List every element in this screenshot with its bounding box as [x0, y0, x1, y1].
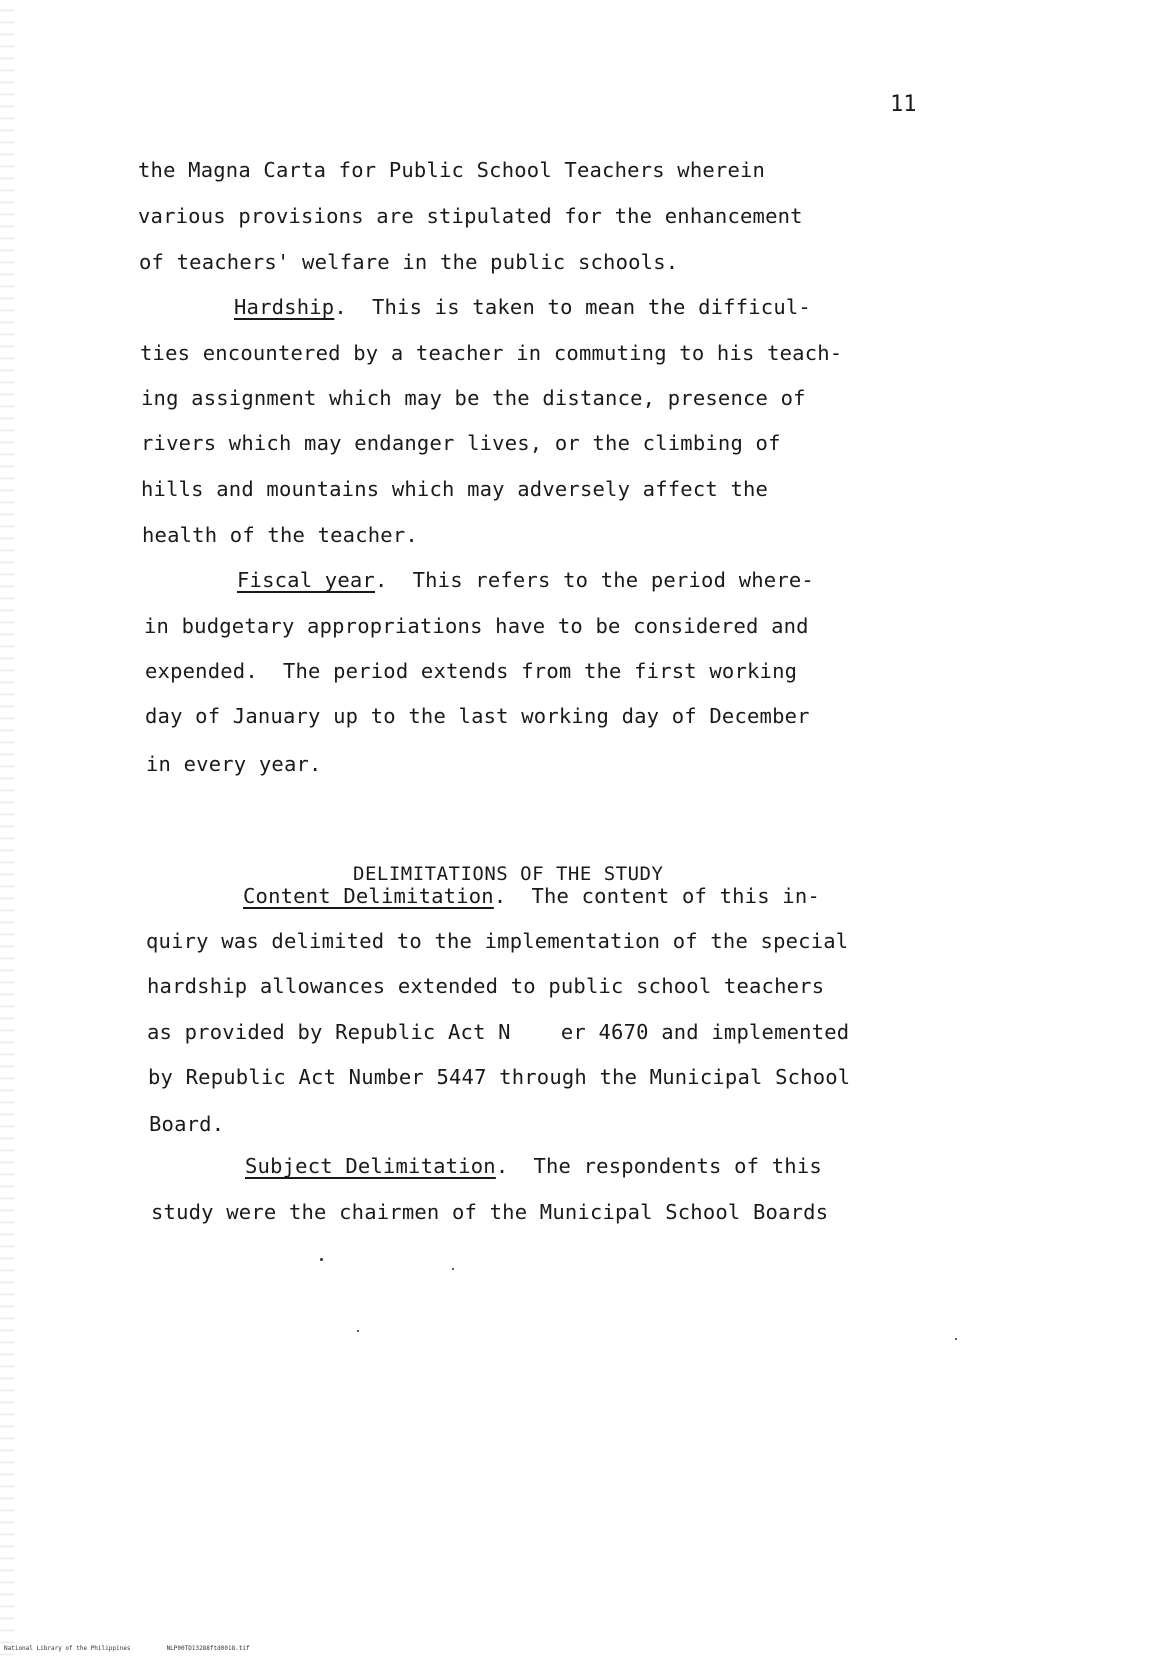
text-line: study were the chairmen of the Municipal School Boards — [151, 1200, 829, 1224]
scan-speck — [357, 1330, 359, 1332]
paragraph-subject-delimitation-first-line: Subject Delimitation. The respondents of this — [245, 1154, 822, 1178]
text-line: of teachers' welfare in the public schools. — [139, 250, 679, 274]
text-line: in every year. — [146, 752, 322, 776]
scan-speck — [955, 1338, 957, 1340]
text-line: ing assignment which may be the distance, presence of — [141, 386, 806, 410]
text-line: ties encountered by a teacher in commuting to his teach- — [140, 341, 843, 365]
scan-footer — [4, 1645, 250, 1652]
text-line: in budgetary appropriations have to be considered and — [144, 614, 809, 638]
scan-edge — [0, 0, 14, 1658]
paragraph-fiscal-year-first-line: Fiscal year. This refers to the period where- — [237, 568, 814, 592]
text-line: hills and mountains which may adversely affect the — [141, 477, 769, 501]
text-line: health of the teacher. — [142, 523, 418, 547]
paragraph-content-delimitation-first-line: Content Delimitation. The content of this in- — [243, 884, 820, 908]
text-line: the Magna Carta for Public School Teachers wherein — [138, 158, 766, 182]
text-line: Board. — [149, 1112, 225, 1136]
term-hardship: Hardship — [234, 295, 335, 319]
paragraph-hardship-first-line: Hardship. This is taken to mean the difficul- — [234, 295, 811, 319]
footer-file: NLP00TD13288ftd0018.tif — [166, 1645, 250, 1652]
scan-speck — [320, 1258, 323, 1261]
term-fiscal-year: Fiscal year — [237, 568, 375, 592]
text-line: hardship allowances extended to public school teachers — [147, 974, 825, 998]
section-heading: DELIMITATIONS OF THE STUDY — [353, 863, 664, 885]
term-subject-delimitation: Subject Delimitation — [245, 1154, 496, 1178]
text-line: by Republic Act Number 5447 through the Municipal School — [148, 1065, 851, 1089]
footer-library: National Library of the Philippines — [4, 1645, 131, 1652]
text-line: as provided by Republic Act N er 4670 and implemented — [147, 1020, 850, 1044]
text-line: rivers which may endanger lives, or the climbing of — [141, 431, 781, 455]
text-line: expended. The period extends from the first working — [145, 659, 798, 683]
text-line: quiry was delimited to the implementation of the special — [146, 929, 849, 953]
text-line: various provisions are stipulated for the enhancement — [138, 204, 803, 228]
page-number: 11 — [890, 92, 917, 117]
text-line: day of January up to the last working day of December — [145, 704, 810, 728]
scan-speck — [452, 1268, 454, 1270]
term-content-delimitation: Content Delimitation — [243, 884, 494, 908]
